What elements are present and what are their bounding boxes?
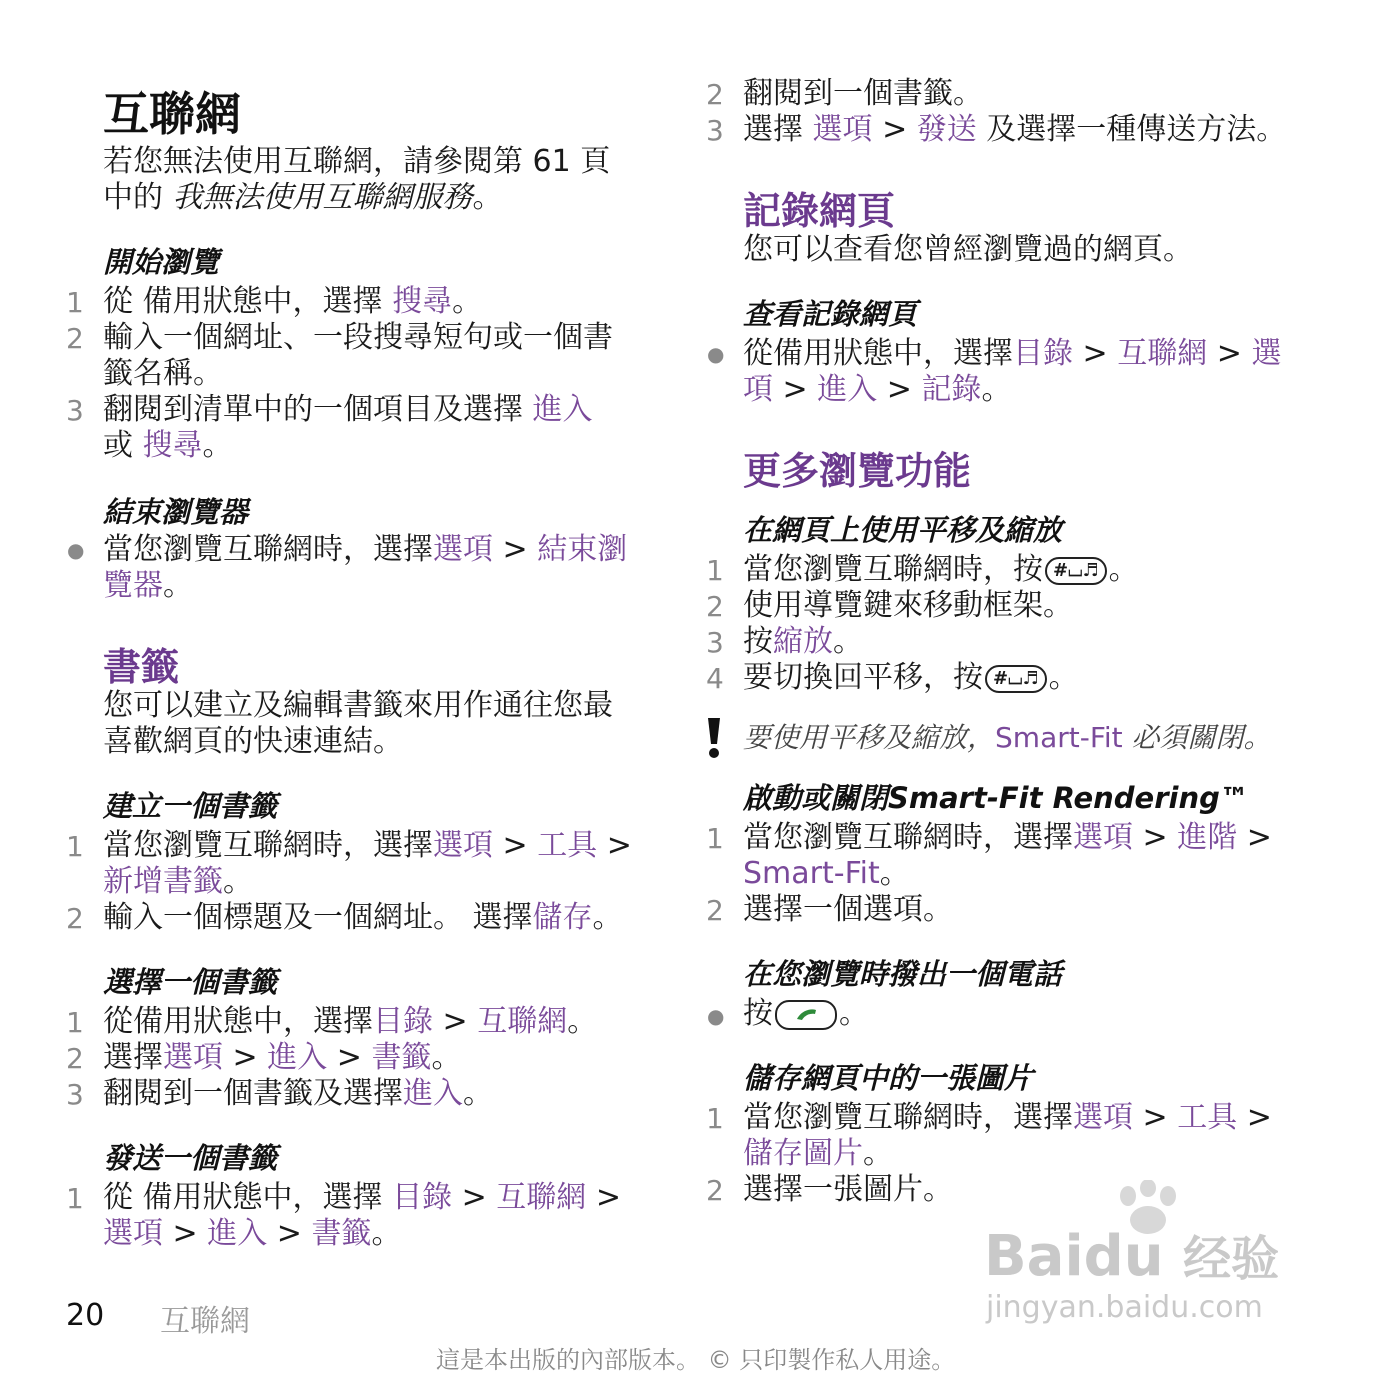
step-number: 2 <box>66 322 84 355</box>
history-link[interactable]: 記錄 <box>921 372 982 407</box>
enter-link[interactable]: 進入 <box>267 1040 328 1075</box>
footer-section: 互聯網 <box>160 1304 250 1339</box>
enter-link[interactable]: 進入 <box>817 372 878 407</box>
smart-fit-step-1-line-2: Smart-Fit。 <box>743 856 910 891</box>
call-heading: 在您瀏覽時撥出一個電話 <box>743 957 1063 991</box>
step-number: 2 <box>706 590 724 623</box>
call-step: 按 。 <box>743 996 869 1031</box>
select-step-1: 從備用狀態中，選擇目錄 > 互聯網。 <box>103 1004 598 1039</box>
send-bookmark-heading: 發送一個書籤 <box>103 1141 278 1175</box>
intro-line-1: 若您無法使用互聯網，請參閱第 61 頁 <box>103 144 611 179</box>
select-step-3: 翻閱到一個書籤及選擇進入。 <box>103 1076 493 1111</box>
send-step-2: 翻閱到一個書籤。 <box>743 76 983 111</box>
save-image-step-1-line-1: 當您瀏覽互聯網時，選擇選項 > 工具 > <box>743 1100 1272 1135</box>
pan-zoom-heading: 在網頁上使用平移及縮放 <box>743 513 1063 547</box>
page-title: 互聯網 <box>103 87 241 141</box>
dot-icon: ● <box>707 342 725 366</box>
start-step-3-line-1: 翻閱到清單中的一個項目及選擇 進入 <box>103 392 593 427</box>
step-number: 2 <box>706 1174 724 1207</box>
bookmarks-link[interactable]: 書籤 <box>371 1040 432 1075</box>
start-browsing-heading: 開始瀏覽 <box>103 245 220 279</box>
send-link[interactable]: 發送 <box>916 112 977 147</box>
view-history-line-1: 從備用狀態中，選擇目錄 > 互聯網 > 選 <box>743 336 1282 371</box>
bookmarks-desc-2: 喜歡網頁的快速連結。 <box>103 724 403 759</box>
troubleshoot-reference[interactable]: 我無法使用互聯網服務 <box>172 180 473 215</box>
step-number: 1 <box>706 1102 724 1135</box>
exit-browser-link[interactable]: 覽器 <box>103 568 163 603</box>
tools-link[interactable]: 工具 <box>537 828 598 863</box>
options-link[interactable]: 選項 <box>812 112 873 147</box>
step-number: 2 <box>66 1042 84 1075</box>
options-link[interactable]: 項 <box>743 372 773 407</box>
enter-link[interactable]: 進入 <box>207 1216 268 1251</box>
options-link[interactable]: 選項 <box>433 828 493 863</box>
options-link[interactable]: 選項 <box>103 1216 163 1251</box>
step-number: 3 <box>66 1078 84 1111</box>
end-browser-heading: 結束瀏覽器 <box>103 495 249 529</box>
page-number: 20 <box>66 1298 105 1333</box>
pan-step-2: 使用導覽鍵來移動框架。 <box>743 588 1073 623</box>
select-step-2: 選擇選項 > 進入 > 書籤。 <box>103 1040 462 1075</box>
new-bookmark-link[interactable]: 新增書籤 <box>103 864 223 899</box>
options-link[interactable]: 選項 <box>1073 820 1133 855</box>
end-browser-line-2: 覽器。 <box>103 568 193 603</box>
create-step-2: 輸入一個標題及一個網址。 選擇儲存。 <box>103 900 623 935</box>
view-history-heading: 查看記錄網頁 <box>743 297 918 331</box>
pan-step-4: 要切換回平移，按 #⌴♬ 。 <box>743 660 1079 695</box>
save-image-step-1-line-2: 儲存圖片。 <box>743 1136 893 1171</box>
pan-step-1: 當您瀏覽互聯網時，按 #⌴♬ 。 <box>743 552 1139 587</box>
options-link[interactable]: 選項 <box>433 532 493 567</box>
save-image-step-2: 選擇一張圖片。 <box>743 1172 953 1207</box>
internet-link[interactable]: 互聯網 <box>496 1180 587 1215</box>
hash-key-icon: #⌴♬ <box>985 665 1047 693</box>
watermark-logo: Baidu 经验 <box>984 1224 1280 1289</box>
step-number: 3 <box>706 626 724 659</box>
step-number: 1 <box>66 830 84 863</box>
send-step-3: 選擇 選項 > 發送 及選擇一種傳送方法。 <box>743 112 1287 147</box>
enter-link[interactable]: 進入 <box>403 1076 463 1111</box>
search-link[interactable]: 搜尋 <box>392 284 453 319</box>
create-step-1-line-2: 新增書籤。 <box>103 864 253 899</box>
menu-link[interactable]: 目錄 <box>1013 336 1073 371</box>
start-step-2-line-2: 籤名稱。 <box>103 356 223 391</box>
internet-link[interactable]: 互聯網 <box>1117 336 1208 371</box>
enter-link[interactable]: 進入 <box>532 392 593 427</box>
options-link[interactable]: 選項 <box>163 1040 223 1075</box>
hash-key-icon: #⌴♬ <box>1045 557 1107 585</box>
history-heading: 記錄網頁 <box>743 189 896 233</box>
smart-fit-step-2: 選擇一個選項。 <box>743 892 953 927</box>
dot-icon: ● <box>707 1004 725 1028</box>
start-step-1: 從 備用狀態中，選擇 搜尋。 <box>103 284 483 319</box>
watermark-url: jingyan.baidu.com <box>986 1290 1263 1325</box>
start-step-3-line-2: 或 搜尋。 <box>103 428 233 463</box>
menu-link[interactable]: 目錄 <box>373 1004 433 1039</box>
dot-icon: ● <box>67 538 85 562</box>
menu-link[interactable]: 目錄 <box>392 1180 453 1215</box>
smart-fit-step-1-line-1: 當您瀏覽互聯網時，選擇選項 > 進階 > <box>743 820 1272 855</box>
send-step-1-line-2: 選項 > 進入 > 書籤。 <box>103 1216 402 1251</box>
footer-note: 這是本出版的內部版本。 © 只印製作私人用途。 <box>436 1346 956 1374</box>
end-browser-line-1: 當您瀏覽互聯網時，選擇選項 > 結束瀏 <box>103 532 628 567</box>
step-number: 3 <box>706 114 724 147</box>
step-number: 2 <box>706 894 724 927</box>
smart-fit-link[interactable]: Smart-Fit <box>743 856 880 891</box>
zoom-link[interactable]: 縮放 <box>773 624 833 659</box>
options-link[interactable]: 選項 <box>1073 1100 1133 1135</box>
tools-link[interactable]: 工具 <box>1177 1100 1238 1135</box>
phone-call-key-icon <box>775 1000 837 1030</box>
step-number: 3 <box>66 394 84 427</box>
history-desc: 您可以查看您曾經瀏覽過的網頁。 <box>743 232 1193 267</box>
save-link[interactable]: 儲存 <box>532 900 593 935</box>
bookmarks-heading: 書籤 <box>103 645 180 689</box>
pan-step-3: 按縮放。 <box>743 624 863 659</box>
create-step-1-line-1: 當您瀏覽互聯網時，選擇選項 > 工具 > <box>103 828 632 863</box>
smart-fit-heading: 啟動或關閉Smart-Fit Rendering™ <box>743 781 1249 815</box>
save-picture-link[interactable]: 儲存圖片 <box>743 1136 863 1171</box>
view-history-line-2: 項 > 進入 > 記錄。 <box>743 372 1012 407</box>
advanced-link[interactable]: 進階 <box>1177 820 1238 855</box>
step-number: 1 <box>66 1006 84 1039</box>
save-image-heading: 儲存網頁中的一張圖片 <box>743 1061 1034 1095</box>
select-bookmark-heading: 選擇一個書籤 <box>103 965 278 999</box>
pan-zoom-note: 要使用平移及縮放，Smart-Fit 必須關閉。 <box>743 721 1272 754</box>
more-features-heading: 更多瀏覽功能 <box>743 449 972 493</box>
step-number: 1 <box>706 554 724 587</box>
step-number: 1 <box>66 1182 84 1215</box>
internet-link[interactable]: 互聯網 <box>477 1004 568 1039</box>
step-number: 4 <box>706 662 724 695</box>
options-link[interactable]: 選 <box>1251 336 1282 371</box>
bookmarks-desc-1: 您可以建立及編輯書籤來用作通往您最 <box>103 688 613 723</box>
bookmarks-link[interactable]: 書籤 <box>311 1216 372 1251</box>
search-link[interactable]: 搜尋 <box>142 428 203 463</box>
intro-line-2: 中的 我無法使用互聯網服務。 <box>103 180 503 215</box>
step-number: 1 <box>706 822 724 855</box>
send-step-1-line-1: 從 備用狀態中，選擇 目錄 > 互聯網 > <box>103 1180 621 1215</box>
exclamation-icon <box>704 716 724 764</box>
step-number: 1 <box>66 286 84 319</box>
step-number: 2 <box>706 78 724 111</box>
create-bookmark-heading: 建立一個書籤 <box>103 789 278 823</box>
start-step-2-line-1: 輸入一個網址、一段搜尋短句或一個書 <box>103 320 613 355</box>
step-number: 2 <box>66 902 84 935</box>
exit-browser-link[interactable]: 結束瀏 <box>537 532 628 567</box>
